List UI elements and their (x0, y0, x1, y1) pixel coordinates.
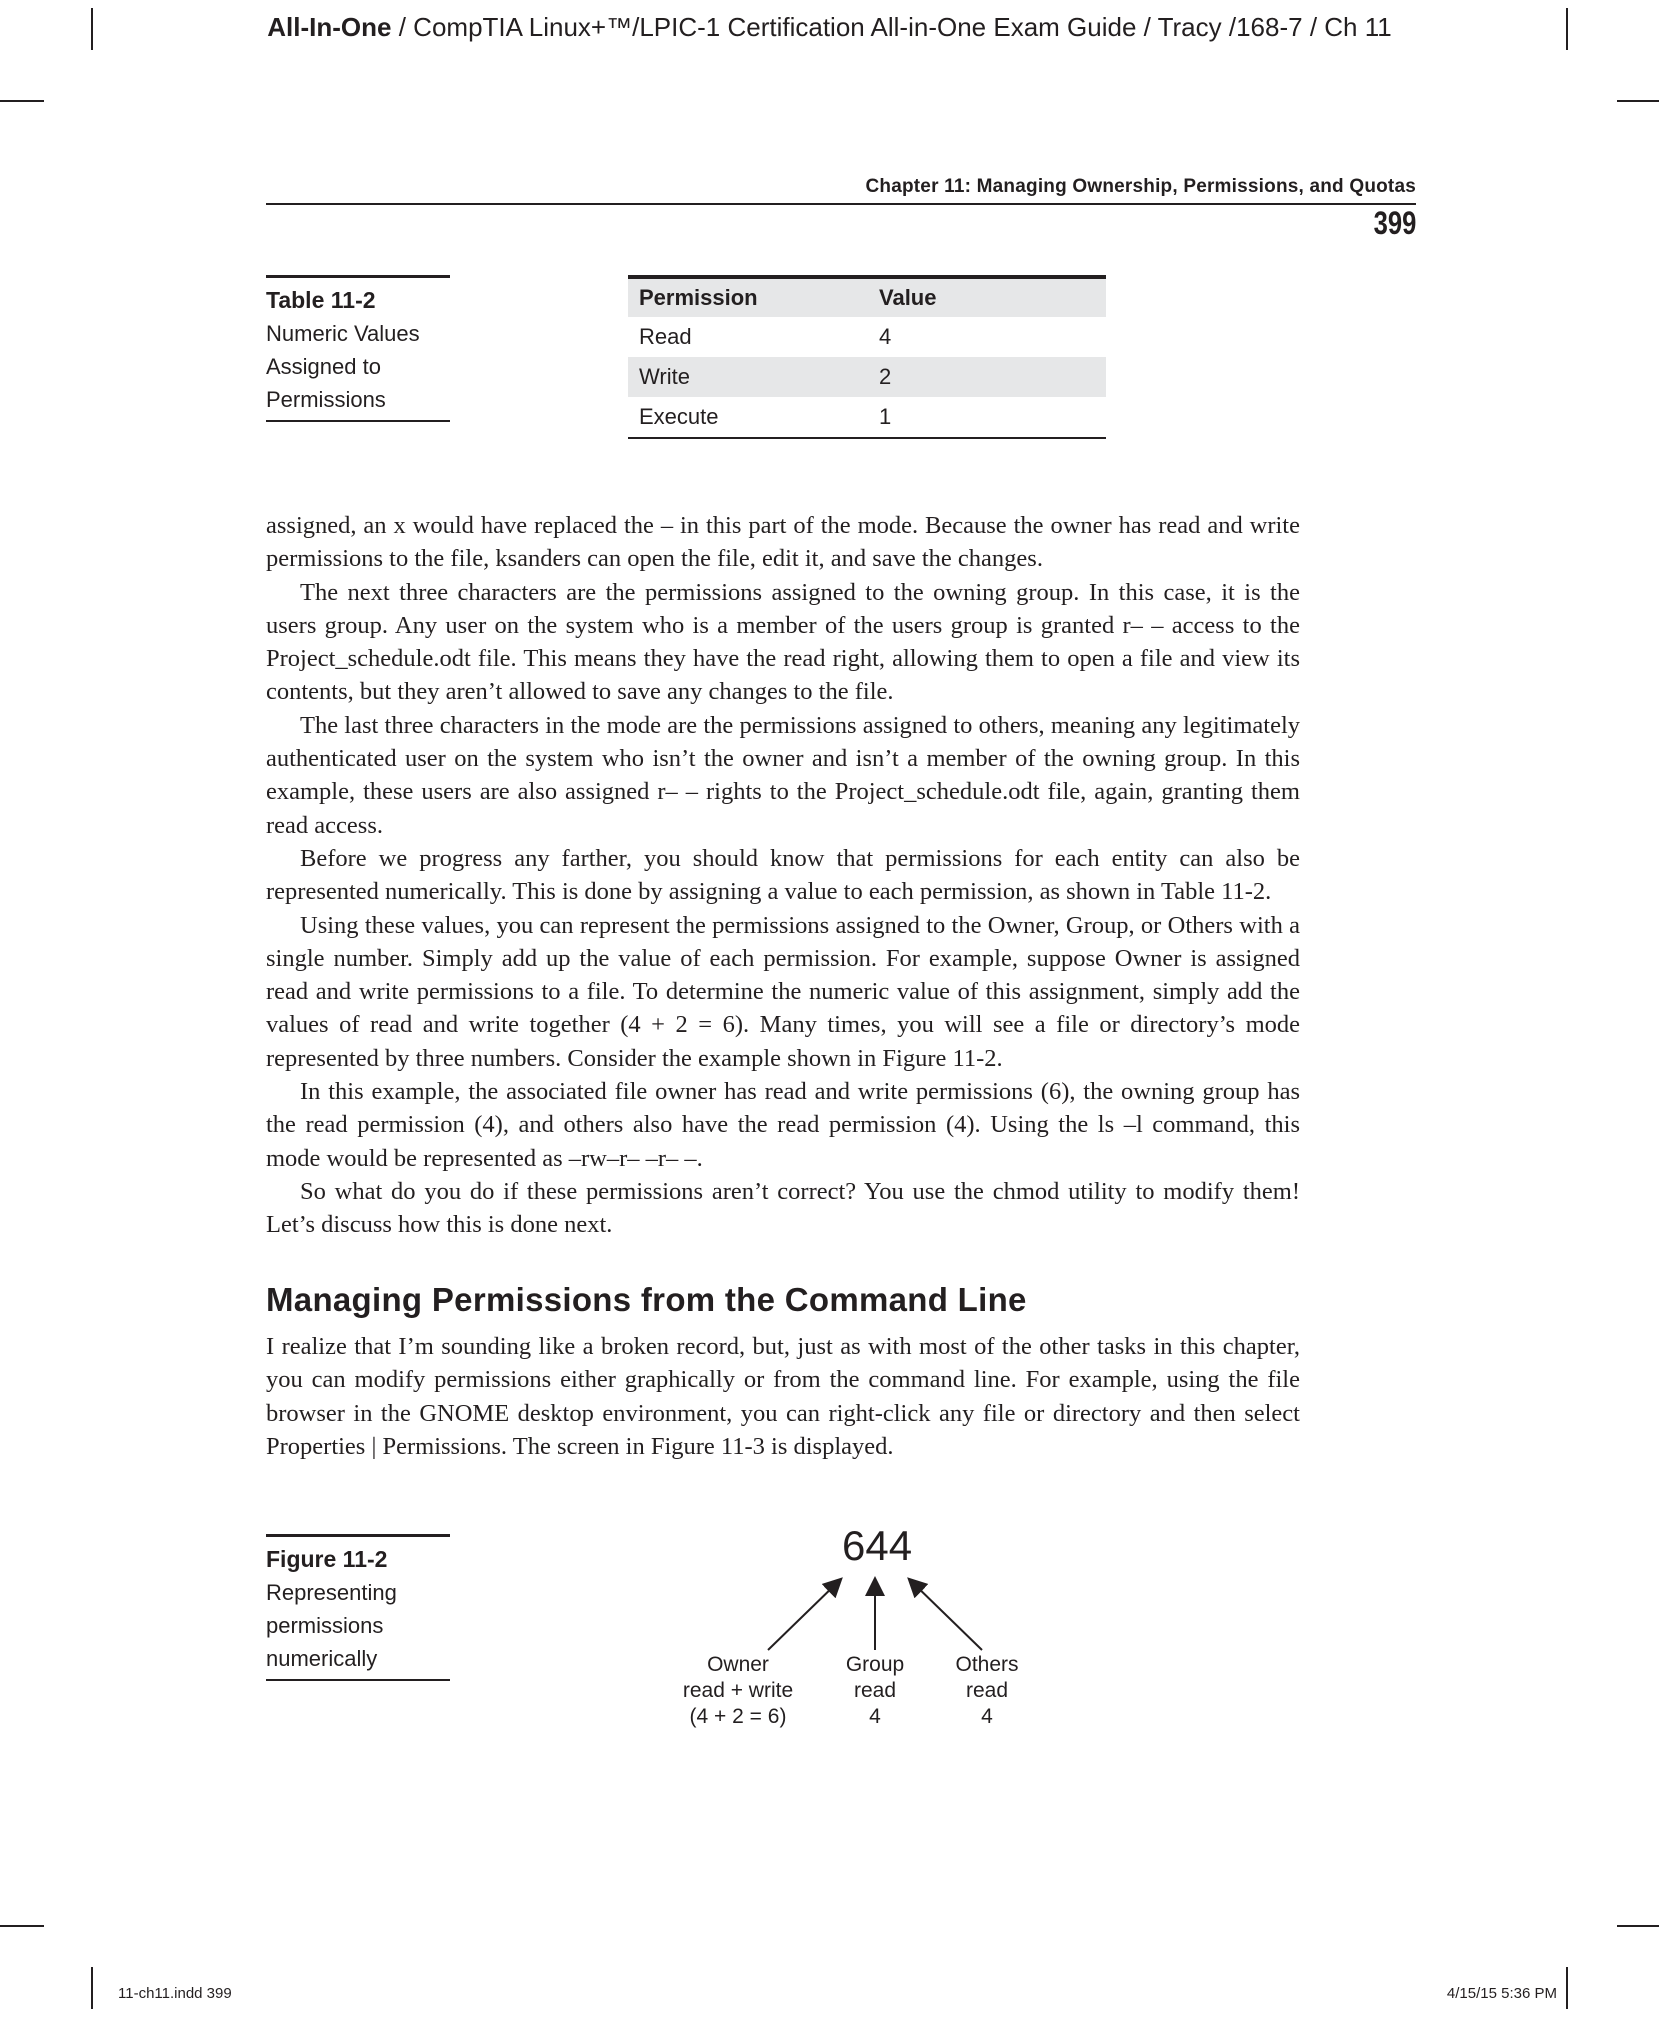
paragraph: The last three characters in the mode are the permissions assigned to others, meaning any legitimately authenticated user on the system who isn’t the owner and isn’t a member of the owning group. In this example, these users are also assigned r– – rights to the Project_schedule.odt file, again, granting them read access. (266, 711, 1300, 839)
group-perm: read (853, 1679, 897, 1702)
table-cell: Write (639, 364, 690, 389)
owner-arrow (768, 1580, 840, 1650)
group-value: 4 (869, 1705, 881, 1728)
table-cell: Execute (639, 404, 719, 429)
others-name: Others (955, 1653, 1019, 1676)
page-number: 399 (1373, 205, 1416, 241)
others-perm: read (965, 1679, 1009, 1702)
table-caption-text: Numeric Values Assigned to Permissions (266, 321, 420, 412)
book-series: All-In-One (267, 12, 392, 42)
running-head: Chapter 11: Managing Ownership, Permissions, and Quotas (865, 176, 1416, 197)
owner-perm: read + write (682, 1679, 794, 1702)
group-name: Group (845, 1653, 905, 1676)
owner-name: Owner (707, 1653, 769, 1676)
figure-number-644: 644 (842, 1522, 913, 1569)
table-cell: 1 (879, 404, 892, 429)
section-heading: Managing Permissions from the Command Line (266, 1281, 1027, 1318)
others-value: 4 (981, 1705, 993, 1728)
footer-file: 11-ch11.indd 399 (118, 1985, 232, 2002)
paragraph: The next three characters are the permissions assigned to the owning group. In this case, it is the users group. Any user on the system who is a member of the users group is granted r– – access to the Project_schedule.odt file. This means they have the read right, allowing them to open a file and view its contents, but they aren’t allowed to save any changes to the file. (266, 578, 1300, 706)
paragraph: In this example, the associated file owner has read and write permissions (6), the owning group has the read permission (4), and others also have the read permission (4). Using the ls –l command, this mode would be represented as –rw–r– –r– –. (266, 1078, 1300, 1172)
others-arrow (910, 1580, 982, 1650)
footer-date: 4/15/15 5:36 PM (1446, 1985, 1557, 2002)
table-caption-title: Table 11-2 (266, 287, 376, 313)
owner-label (668, 1652, 808, 1730)
table-cell: 2 (879, 364, 892, 389)
table-header-value: Value (879, 285, 937, 310)
paragraph: assigned, an x would have replaced the – in this part of the mode. Because the owner has read and write permissions to the file, ksanders can open the file, edit it, and save the changes. (266, 512, 1300, 573)
table-cell: Read (639, 324, 692, 349)
table-header-permission: Permission (639, 285, 758, 310)
figure-caption-text: Representing permissions numerically (266, 1580, 397, 1671)
paragraph: So what do you do if these permissions aren’t correct? You use the chmod utility to modify them! Let’s discuss how this is done next. (266, 1177, 1300, 1239)
paragraph: Before we progress any farther, you should know that permissions for each entity can also be represented numerically. This is done by assigning a value to each permission, as shown in Table 11-2. (266, 844, 1300, 906)
paragraph: I realize that I’m sounding like a broken record, but, just as with most of the other tasks in this chapter, you can modify permissions either graphically or from the command line. For example, using the file browser in the GNOME desktop environment, you can right-click any file or directory and then select Properties | Permissions. The screen in Figure 11-3 is displayed. (266, 1333, 1300, 1460)
paragraph: Using these values, you can represent the permissions assigned to the Owner, Group, or Others with a single number. Simply add up the value of each permission. For example, suppose Owner is assigned read and write permissions to a file. To determine the numeric value of this assignment, simply add the values of read and write together (4 + 2 = 6). Many times, you will see a file or directory’s mode represented by three numbers. Consider the example shown in Figure 11-2. (266, 911, 1300, 1072)
figure-caption-title: Figure 11-2 (266, 1546, 388, 1572)
slug-rest: / CompTIA Linux+™/LPIC-1 Certification All-in-One Exam Guide / Tracy /168-7 / Ch 11 (391, 12, 1392, 42)
others-label (917, 1652, 1057, 1730)
owner-value: (4 + 2 = 6) (689, 1705, 787, 1728)
table-cell: 4 (879, 324, 892, 349)
